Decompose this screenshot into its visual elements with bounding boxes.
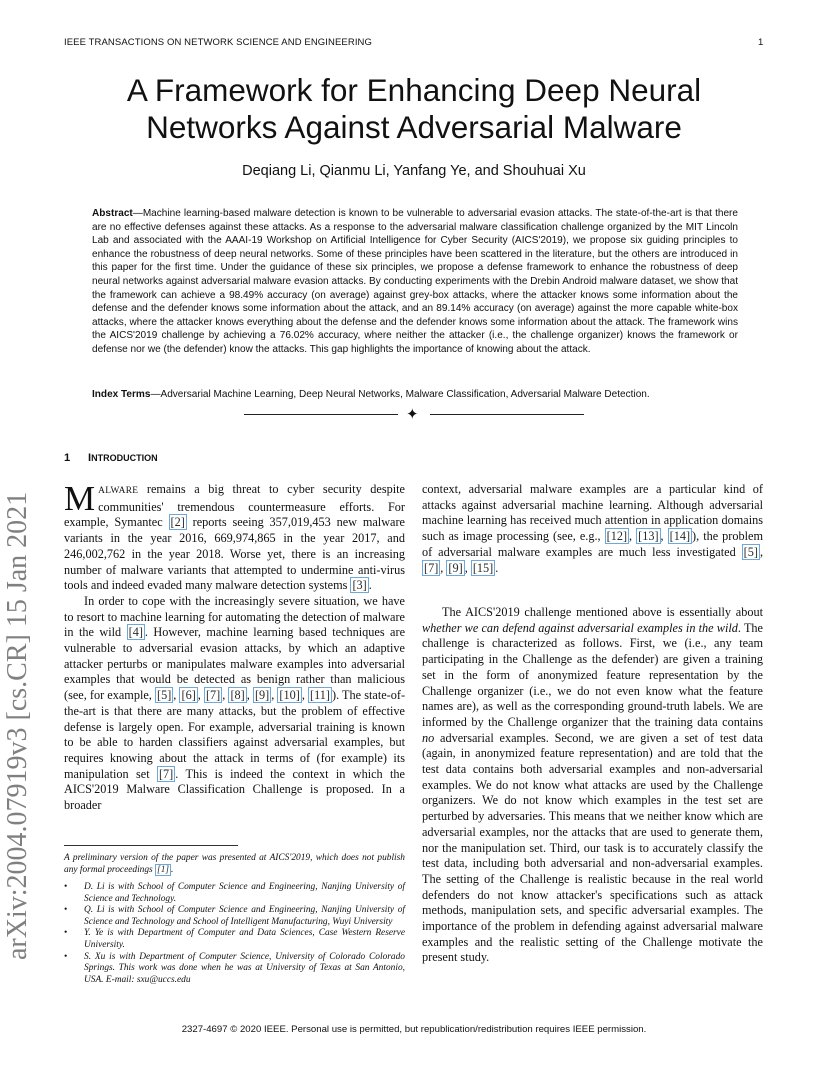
citation-link[interactable]: [2] — [170, 515, 185, 530]
section-divider — [244, 407, 584, 421]
index-terms-label: Index Terms — [92, 389, 151, 400]
citation-link[interactable]: [4] — [128, 625, 143, 640]
right-column-paragraph-2 — [422, 605, 763, 966]
citation-link[interactable]: [5] — [157, 688, 172, 703]
citation-link[interactable]: [3] — [352, 578, 367, 593]
affiliation-text: D. Li is with School of Computer Science and Engineering, Nanjing University of Science and Technology. — [84, 882, 405, 904]
section-title-rest: NTRODUCTION — [91, 453, 158, 463]
citation-link[interactable]: [9] — [254, 688, 270, 703]
bullet-icon: • — [64, 882, 68, 892]
title-line-1: A Framework for Enhancing Deep Neural — [126, 72, 702, 108]
affiliation-text: Y. Ye is with Department of Computer and Data Sciences, Case Western Reserve University. — [84, 928, 405, 950]
index-terms-text: —Adversarial Machine Learning, Deep Neural Networks, Malware Classification, Adversarial Malware Detection. — [150, 389, 650, 400]
text-run: . — [171, 865, 174, 876]
copyright-footer: 2327-4697 © 2020 IEEE. Personal use is permitted, but republication/redistribution requires IEEE permission. — [181, 1024, 647, 1035]
page-number: 1 — [758, 37, 764, 48]
arxiv-identifier[interactable]: arXiv:2004.07919v3 [cs.CR] 15 Jan 2021 — [2, 491, 33, 960]
citation-link[interactable]: [9] — [448, 560, 463, 575]
footnote-rule — [64, 845, 238, 846]
text-run: The AICS'2019 challenge mentioned above is essentially about — [442, 605, 763, 619]
author-affiliations — [64, 882, 405, 986]
citation-link[interactable]: [10] — [279, 688, 300, 703]
text-run: . The challenge is characterized as follows. First, we (i.e., any team participating in the Challenge as the defender) are given a training set in the form of anonymized feature representation by the Challenge organizer (i.e., we do not even know what the feature names are), as well as the corresponding ground-truth labels. We are informed by the Challenge organizer that the training data contains — [422, 620, 763, 729]
divider-ornament-icon: ✦ — [406, 407, 419, 423]
smallcaps-lead: ALWARE — [98, 486, 139, 496]
divider-rule-left — [244, 414, 398, 415]
citation-link[interactable]: [12] — [606, 529, 628, 544]
footnote-preliminary-version — [64, 852, 405, 876]
affiliation-text: Q. Li is with School of Computer Science and Engineering, Nanjing University of Science and Technology and School of Intelligent Manufacturing, Wuyi University — [84, 905, 405, 927]
text-run: A preliminary version of the paper was presented at AICS'2019, which does not publish any formal proceedings — [64, 853, 405, 876]
text-run: ). The state-of-the-art is that there are many attacks, but the problem of effective defense is largely open. For example, adversarial training is known to be able to harden classifiers against adversarial examples, but requires knowing about the attack in terms of (for example) its manipulation set — [64, 688, 406, 781]
author-list: Deqiang Li, Qianmu Li, Yanfang Ye, and Shouhuai Xu — [242, 163, 586, 179]
emphasis-text: no — [422, 730, 435, 745]
affiliation-item — [64, 882, 405, 905]
citation-link[interactable]: [6] — [181, 688, 196, 703]
text-run: . — [495, 560, 499, 575]
emphasis-text: whether we can defend against adversarial examples in the wild — [422, 620, 738, 635]
text-run: reports seeing 357,019,453 new malware variants in the year 2016, 669,974,865 in the year 2017, and 246,002,762 in the year 2018. Worse yet, there is an increasing number of malware variants that attempted to undermine anti-virus tools and indeed evaded many malware detection systems — [64, 515, 405, 593]
citation-link[interactable]: [5] — [743, 544, 758, 559]
paragraph-2: In order to cope with the increasingly severe situation, we have to resort to machine learning for automating the detection of malware in the wild [4] . However, machine learning based techniques are vulnerable to adversarial evasion attacks, by which an adaptive attacker perturbs or manipulates malware examples into adversarial examples that would be detected as benign rather than malicious (see, for example, [5] , [6] , [7] , [8] , [9] , [10] , [11] ). The state-of-the-art is that there are many attacks, but the problem of effective defense is largely open. For example, adversarial training is known to be able to harden classifiers against adversarial examples, but requires knowing about the attack in terms of (for example) its manipulation set [7] . This is indeed the context in which the AICS'2019 Malware Classification Challenge is proposed. In a broader — [64, 593, 406, 813]
left-column-body — [64, 479, 406, 814]
citation-link[interactable]: [7] — [205, 688, 221, 703]
affiliation-item — [64, 952, 405, 987]
abstract — [92, 207, 738, 357]
right-column-paragraph-1: context, adversarial malware examples are a particular kind of attacks against adversarial machine learning. Although adversarial machine learning has received much attention in application domains such as image processing (see, e.g., [12] , [13] , [14] ), the problem of adversarial malware examples are much less investigated [5] , [7] , [9] , [15] . — [422, 482, 763, 575]
affiliation-item — [64, 928, 405, 951]
text-run: context, adversarial malware examples are a particular kind of attacks against adversarial machine learning. Although adversarial machine learning has received much attention in application domains such as image processing (see, e.g., — [422, 482, 763, 544]
running-head-journal: IEEE TRANSACTIONS ON NETWORK SCIENCE AND ENGINEERING — [64, 37, 373, 48]
title-line-2: Networks Against Adversarial Malware — [146, 109, 682, 145]
bullet-icon: • — [64, 951, 68, 962]
section-number: 1 — [64, 452, 71, 464]
text-run: ), the problem of adversarial malware examples are much less investigated — [422, 529, 763, 559]
citation-link[interactable]: [7] — [424, 560, 439, 575]
citation-link[interactable]: [8] — [230, 688, 245, 703]
text-run: remains a big threat to cyber security despite communities' tremendous countermeasure efforts. For example, Symantec — [64, 482, 405, 530]
section-title-initial: I — [88, 452, 92, 464]
text-run: . — [368, 578, 372, 593]
affiliation-item — [64, 905, 405, 928]
index-terms — [92, 389, 738, 400]
abstract-label: Abstract — [92, 208, 133, 219]
text-run: In order to cope with the increasingly severe situation, we have to resort to machine learning for automating the detection of malware in the wild — [64, 593, 405, 640]
paper-title — [60, 72, 768, 146]
text-run: adversarial examples. Second, we are given a set of test data (again, in anonymized feature representation) and are told that the test data contains both adversarial examples and non-adversarial examples. We do not know what attacks are used by the Challenge organizers. We do not know which examples in the test set are perturbed by adversaries. This means that we neither know which are adversarial examples, nor the attacks that are used to generate them, nor the manipulation set. Third, our task is to accurately classify the test data, including both adversarial and non-adversarial examples. The setting of the Challenge is realistic because in the real world defenders do not know attacker's specifications such as attack methods, manipulation sets, and specific adversarial examples. The importance of the problem in defending against adversarial malware examples and the realistic setting of the Challenge motivate the present study. — [422, 730, 763, 965]
citation-link[interactable]: [7] — [158, 766, 174, 781]
citation-link[interactable]: [13] — [638, 529, 659, 544]
bullet-icon: • — [64, 928, 68, 939]
citation-link[interactable]: [11] — [310, 688, 330, 703]
text-run: . However, machine learning based techniques are vulnerable to adversarial evasion attacks, by which an adaptive attacker perturbs or manipulates malware examples into adversarial examples that would be detected as benign rather than malicious (see, for example, — [64, 625, 406, 703]
citation-link[interactable]: [14] — [669, 529, 691, 544]
divider-rule-right — [430, 414, 584, 415]
text-run: . This is indeed the context in which the AICS'2019 Malware Classification Challenge is proposed. In a broader — [64, 766, 405, 813]
abstract-text: —Machine learning-based malware detection is known to be vulnerable to adversarial evasion attacks. The state-of-the-art is that there are no effective defenses against these attacks. As a response to the adversarial malware classification challenge organized by the MIT Lincoln Lab and associated with the AAAI-19 Workshop on Artificial Intelligence for Cyber Security (AICS'2019), we propose six guiding principles to enhance the robustness of deep neural networks. Some of these principles have been scattered in the literature, but the others are introduced in this paper for the first time. Under the guidance of these six principles, we propose a defense framework to enhance the robustness of deep neural networks against adversarial malware evasion attacks. By conducting experiments with the Drebin Android malware dataset, we show that the framework can achieve a 98.49% accuracy (on average) against grey-box attacks, where the attacker knows some information about the defense and the defender knows some information about the attack, and an 89.14% accuracy (on average) against the more capable white-box attacks, where the attacker knows everything about the defense and the defender knows some information about the attack. The framework wins the AICS'2019 challenge by achieving a 76.02% accuracy, where neither the attacker (i.e., the challenge organizer) knows the framework or defense nor we (the defender) know the attacks. This gap highlights the importance of knowing about the attack. — [92, 208, 738, 355]
affiliation-text: S. Xu is with Department of Computer Science, University of Colorado Colorado Springs. This work was done when he was at University of Texas at San Antonio, USA. E-mail: sxu@uccs.edu — [84, 951, 405, 985]
section-heading-introduction — [64, 452, 158, 464]
drop-cap: M — [64, 479, 96, 518]
bullet-icon: • — [64, 905, 68, 916]
citation-link[interactable]: [1] — [157, 865, 170, 876]
citation-link[interactable]: [15] — [472, 560, 494, 575]
paragraph-1 — [64, 479, 405, 594]
